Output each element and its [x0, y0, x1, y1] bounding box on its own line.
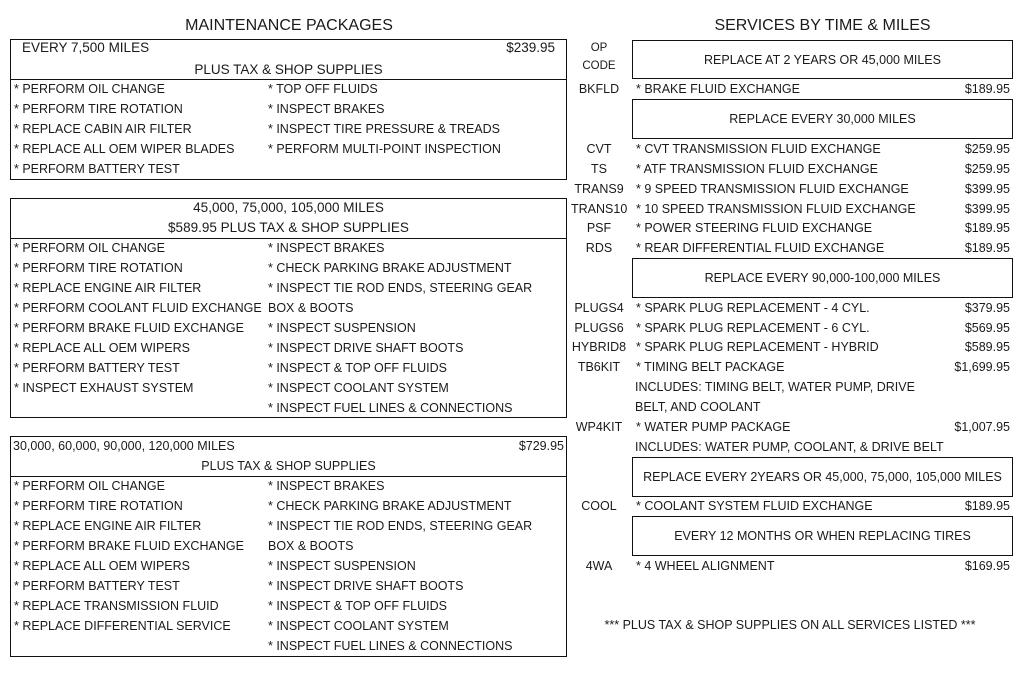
package-subheading: PLUS TAX & SHOP SUPPLIES: [194, 62, 383, 77]
service-name: * SPARK PLUG REPLACEMENT - HYBRID: [636, 340, 879, 354]
op-code: PLUGS4: [574, 301, 624, 315]
op-code: TRANS9: [574, 182, 624, 196]
service-price: $399.95: [964, 202, 1010, 216]
list-item: * PERFORM BRAKE FLUID EXCHANGE: [14, 321, 244, 335]
service-price: $589.95: [964, 340, 1010, 354]
op-code-label: OP: [590, 42, 608, 54]
list-item: * PERFORM OIL CHANGE: [14, 82, 165, 96]
service-price: $189.95: [964, 221, 1010, 235]
service-price: $169.95: [964, 559, 1010, 573]
package-heading: 45,000, 75,000, 105,000 MILES: [193, 200, 384, 215]
service-price: $379.95: [964, 301, 1010, 315]
service-price: $259.95: [964, 162, 1010, 176]
list-item: * INSPECT TIE ROD ENDS, STEERING GEAR: [268, 281, 533, 295]
list-item: * TOP OFF FLUIDS: [268, 82, 378, 96]
list-item: * INSPECT FUEL LINES & CONNECTIONS: [268, 401, 513, 415]
list-item: * INSPECT COOLANT SYSTEM: [268, 381, 449, 395]
list-item: * REPLACE ALL OEM WIPER BLADES: [14, 142, 235, 156]
package-subheading: PLUS TAX & SHOP SUPPLIES: [201, 459, 376, 473]
package-price: $239.95: [506, 40, 555, 55]
op-code: COOL: [581, 499, 617, 513]
list-item: * REPLACE CABIN AIR FILTER: [14, 122, 192, 136]
service-price: $259.95: [964, 142, 1010, 156]
package-heading: 30,000, 60,000, 90,000, 120,000 MILES: [13, 439, 235, 453]
op-code: TB6KIT: [577, 360, 621, 374]
list-item: * INSPECT SUSPENSION: [268, 559, 416, 573]
list-item: * CHECK PARKING BRAKE ADJUSTMENT: [268, 499, 512, 513]
op-code: CVT: [586, 142, 612, 156]
list-item: * INSPECT FUEL LINES & CONNECTIONS: [268, 639, 513, 653]
list-item: * INSPECT & TOP OFF FLUIDS: [268, 361, 447, 375]
list-item: * REPLACE ALL OEM WIPERS: [14, 341, 190, 355]
list-item: * PERFORM MULTI-POINT INSPECTION: [268, 142, 501, 156]
service-note: INCLUDES: TIMING BELT, WATER PUMP, DRIVE: [635, 380, 915, 394]
op-code: PSF: [586, 221, 612, 235]
package-col1: [14, 476, 244, 636]
service-name: * SPARK PLUG REPLACEMENT - 6 CYL.: [636, 321, 870, 335]
banner-text: REPLACE EVERY 30,000 MILES: [729, 112, 916, 126]
list-item: * PERFORM BATTERY TEST: [14, 579, 180, 593]
op-code: PLUGS6: [574, 321, 624, 335]
list-item: * INSPECT DRIVE SHAFT BOOTS: [268, 341, 464, 355]
service-price: $189.95: [964, 241, 1010, 255]
service-price: $1,007.95: [954, 420, 1010, 434]
footer-note: *** PLUS TAX & SHOP SUPPLIES ON ALL SERVICES LISTED ***: [604, 618, 976, 632]
service-name: * 4 WHEEL ALIGNMENT: [636, 559, 775, 573]
op-code-label: CODE: [582, 60, 616, 72]
list-item: * INSPECT BRAKES: [268, 241, 385, 255]
package-heading: EVERY 7,500 MILES: [22, 40, 150, 55]
list-item: * PERFORM BATTERY TEST: [14, 162, 180, 176]
list-item: * PERFORM BATTERY TEST: [14, 361, 180, 375]
service-name: * POWER STEERING FLUID EXCHANGE: [636, 221, 873, 235]
service-name: * COOLANT SYSTEM FLUID EXCHANGE: [636, 499, 873, 513]
list-item: * INSPECT TIRE PRESSURE & TREADS: [268, 122, 501, 136]
service-note: BELT, AND COOLANT: [635, 400, 761, 414]
list-item: * INSPECT TIE ROD ENDS, STEERING GEAR: [268, 519, 533, 533]
list-item: * INSPECT BRAKES: [268, 102, 385, 116]
service-name: * WATER PUMP PACKAGE: [636, 420, 791, 434]
package-col2: [268, 476, 532, 656]
banner-text: REPLACE EVERY 2YEARS OR 45,000, 75,000, 105,000 MILES: [643, 470, 1002, 484]
list-item: * PERFORM TIRE ROTATION: [14, 261, 183, 275]
service-name: * CVT TRANSMISSION FLUID EXCHANGE: [636, 142, 881, 156]
list-item: * INSPECT & TOP OFF FLUIDS: [268, 599, 447, 613]
banner-text: REPLACE AT 2 YEARS OR 45,000 MILES: [704, 52, 941, 67]
interval-banner: [632, 40, 1013, 79]
maintenance-packages-title: MAINTENANCE PACKAGES: [185, 17, 393, 34]
list-item: * INSPECT EXHAUST SYSTEM: [14, 381, 194, 395]
op-code: BKFLD: [578, 82, 620, 96]
list-item: * PERFORM OIL CHANGE: [14, 479, 165, 493]
list-item: * REPLACE ALL OEM WIPERS: [14, 559, 190, 573]
list-item: * PERFORM TIRE ROTATION: [14, 102, 183, 116]
package-col2: [268, 79, 501, 159]
service-price: $189.95: [964, 499, 1010, 513]
interval-banner: [632, 258, 1013, 298]
service-name: * ATF TRANSMISSION FLUID EXCHANGE: [636, 162, 878, 176]
service-name: * REAR DIFFERENTIAL FLUID EXCHANGE: [636, 241, 885, 255]
package-col1: [14, 79, 234, 179]
package-subheading: $589.95 PLUS TAX & SHOP SUPPLIES: [168, 220, 409, 235]
package-col1: [14, 238, 262, 398]
service-name: * BRAKE FLUID EXCHANGE: [636, 82, 800, 96]
interval-banner: [632, 516, 1013, 556]
list-item: * INSPECT COOLANT SYSTEM: [268, 619, 449, 633]
services-title: SERVICES BY TIME & MILES: [714, 17, 931, 34]
package-price: $729.95: [518, 439, 564, 453]
list-item: * REPLACE TRANSMISSION FLUID: [14, 599, 219, 613]
op-code: RDS: [585, 241, 613, 255]
list-item: * CHECK PARKING BRAKE ADJUSTMENT: [268, 261, 512, 275]
list-item: * REPLACE ENGINE AIR FILTER: [14, 281, 202, 295]
banner-text: REPLACE EVERY 90,000-100,000 MILES: [704, 271, 941, 285]
service-price: $399.95: [964, 182, 1010, 196]
service-name: * 10 SPEED TRANSMISSION FLUID EXCHANGE: [636, 202, 916, 216]
service-name: * SPARK PLUG REPLACEMENT - 4 CYL.: [636, 301, 870, 315]
service-price: $189.95: [964, 82, 1010, 96]
list-item: BOX & BOOTS: [268, 301, 354, 315]
list-item: * REPLACE DIFFERENTIAL SERVICE: [14, 619, 231, 633]
service-price: $1,699.95: [954, 360, 1010, 374]
op-code: WP4KIT: [575, 420, 623, 434]
op-code: TRANS10: [571, 202, 628, 216]
service-price: $569.95: [964, 321, 1010, 335]
op-code: TS: [591, 162, 607, 176]
list-item: * PERFORM COOLANT FLUID EXCHANGE: [14, 301, 262, 315]
service-note: INCLUDES: WATER PUMP, COOLANT, & DRIVE BELT: [635, 440, 944, 454]
banner-text: EVERY 12 MONTHS OR WHEN REPLACING TIRES: [674, 529, 971, 543]
list-item: * PERFORM OIL CHANGE: [14, 241, 165, 255]
list-item: * INSPECT DRIVE SHAFT BOOTS: [268, 579, 464, 593]
package-col2: [268, 238, 532, 418]
service-name: * TIMING BELT PACKAGE: [636, 360, 785, 374]
list-item: * PERFORM TIRE ROTATION: [14, 499, 183, 513]
list-item: BOX & BOOTS: [268, 539, 354, 553]
op-code: 4WA: [585, 559, 613, 573]
list-item: * REPLACE ENGINE AIR FILTER: [14, 519, 202, 533]
list-item: * INSPECT SUSPENSION: [268, 321, 416, 335]
interval-banner: [632, 99, 1013, 139]
list-item: * PERFORM BRAKE FLUID EXCHANGE: [14, 539, 244, 553]
op-code: HYBRID8: [571, 340, 627, 354]
interval-banner: [632, 457, 1013, 497]
service-name: * 9 SPEED TRANSMISSION FLUID EXCHANGE: [636, 182, 909, 196]
list-item: * INSPECT BRAKES: [268, 479, 385, 493]
